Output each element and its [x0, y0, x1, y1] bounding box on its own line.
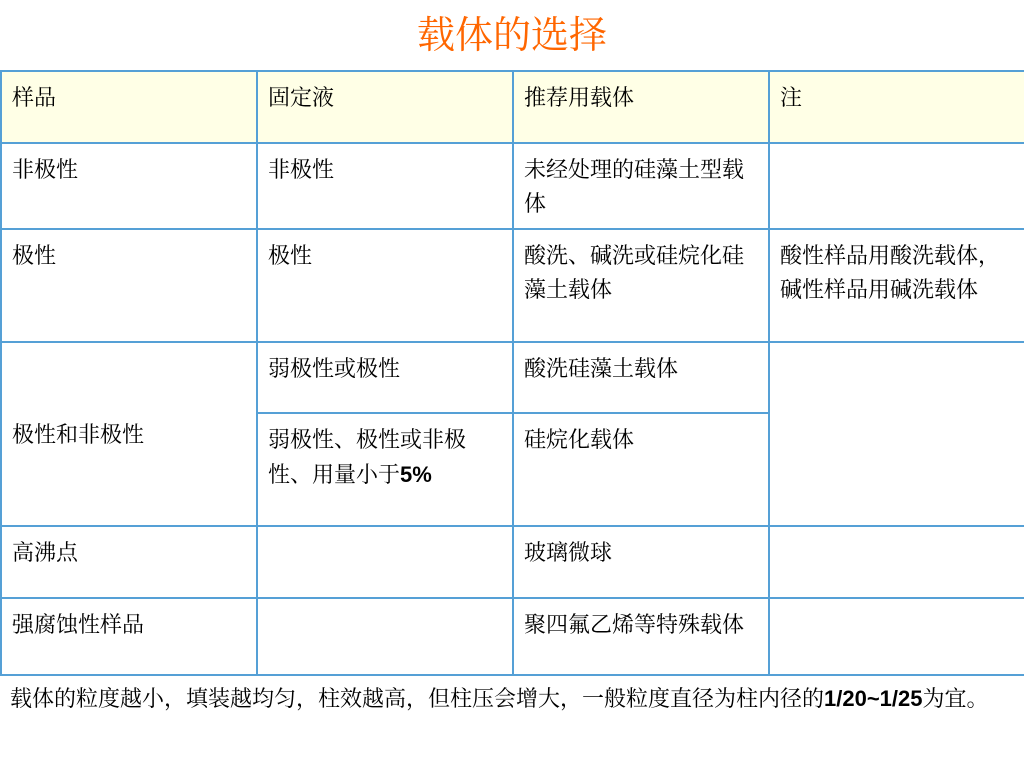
cell-note: [769, 598, 1024, 675]
header-stationary-phase: 固定液: [257, 71, 513, 143]
cell-stationary-phase: 弱极性或极性: [257, 342, 513, 413]
cell-note: [769, 342, 1024, 526]
cell-recommended-carrier: 酸洗、碱洗或硅烷化硅藻土载体: [513, 229, 769, 342]
cell-sample: 高沸点: [1, 526, 257, 598]
carrier-selection-table: [0, 70, 1024, 676]
cell-sample: 极性和非极性: [1, 342, 257, 526]
cell-recommended-carrier: 玻璃微球: [513, 526, 769, 598]
cell-sample: 极性: [1, 229, 257, 342]
cell-stationary-phase: 极性: [257, 229, 513, 342]
cell-note: 酸性样品用酸洗载体，碱性样品用碱洗载体: [769, 229, 1024, 342]
slide-title: 载体的选择: [416, 13, 607, 57]
table-row: [1, 526, 1024, 598]
cell-note: [769, 526, 1024, 598]
cell-recommended-carrier: 聚四氟乙烯等特殊载体: [513, 598, 769, 675]
cell-stationary-phase: [257, 598, 513, 675]
table-row: [1, 342, 1024, 413]
table-row: [1, 598, 1024, 675]
cell-note: [769, 143, 1024, 229]
cell-recommended-carrier: 酸洗硅藻土载体: [513, 342, 769, 413]
header-note: 注: [769, 71, 1024, 143]
table-row: [1, 229, 1024, 342]
cell-stationary-phase-text: 弱极性、极性或非极性、用量小于: [268, 428, 467, 488]
cell-stationary-phase: [257, 526, 513, 598]
footnote-end: 为宜。: [922, 687, 989, 712]
footnote-ratio: 1/20~1/25: [824, 686, 923, 711]
table-row: [1, 143, 1024, 229]
cell-sample: 非极性: [1, 143, 257, 229]
header-recommended-carrier: 推荐用载体: [513, 71, 769, 143]
footnote-text: 载体的粒度越小，填装越均匀，柱效越高，但柱压会增大，一般粒度直径为柱内径的: [10, 687, 825, 712]
table-header-row: [1, 71, 1024, 143]
cell-stationary-phase: 非极性: [257, 143, 513, 229]
footnote: [10, 682, 1014, 717]
cell-recommended-carrier: 未经处理的硅藻土型载体: [513, 143, 769, 229]
cell-sample: 强腐蚀性样品: [1, 598, 257, 675]
header-sample: 样品: [1, 71, 257, 143]
cell-recommended-carrier: 硅烷化载体: [513, 413, 769, 526]
cell-stationary-phase-percent: 5%: [400, 462, 432, 487]
cell-stationary-phase: [257, 413, 513, 526]
